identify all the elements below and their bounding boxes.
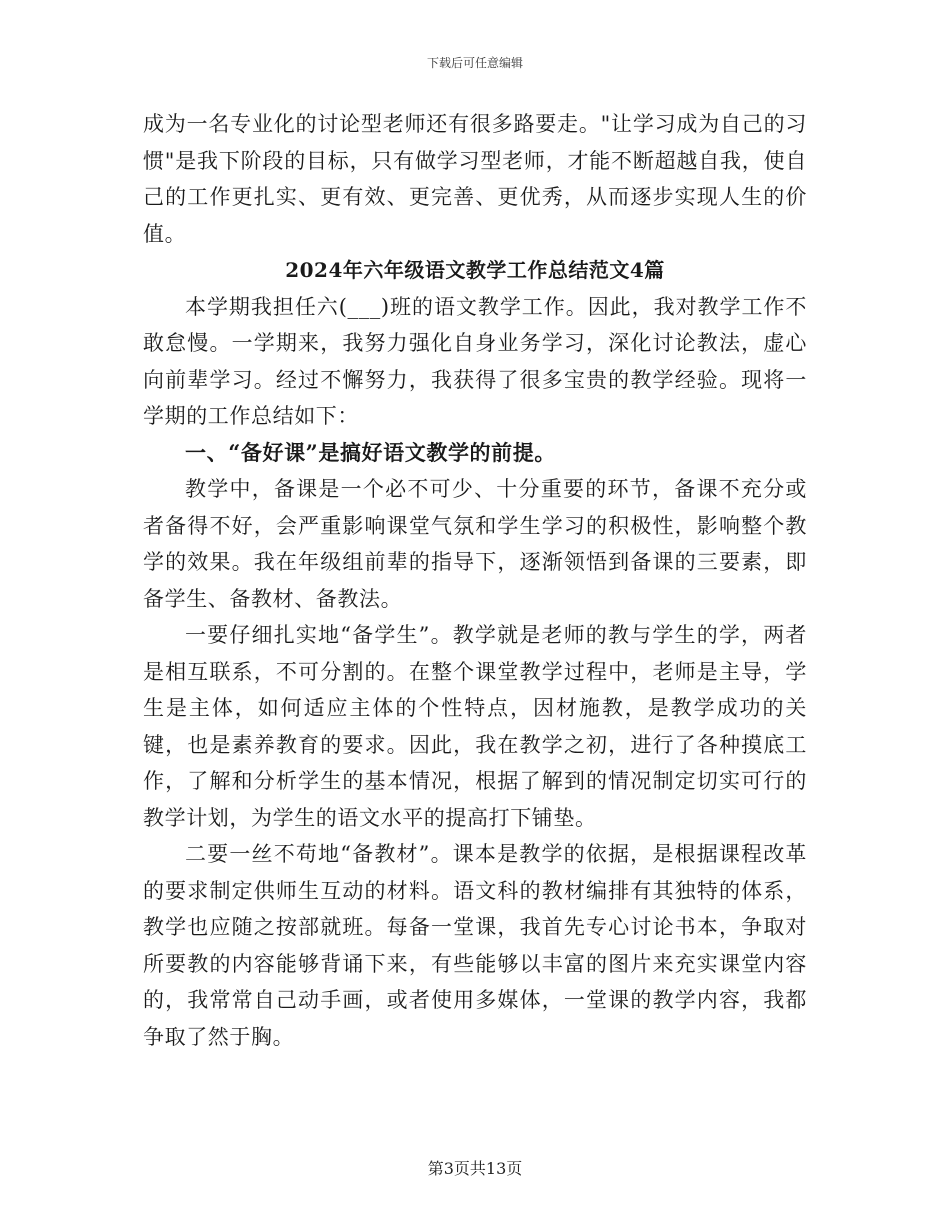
section-heading: 一、“备好课”是搞好语文教学的前提。: [185, 439, 556, 465]
paragraph-4: 二要一丝不苟地“备教材”。课本是教学的依据，是根据课程改革的要求制定供师生互动的材料。语文科的教材编排有其独特的体系，教学也应随之按部就班。每备一堂课，我首先专心讨论书本，争取对所要教的内容能够背诵下来，有些能够以丰富的图片来充实课堂内容的，我常常自己动手画，或者使用多媒体，一堂课的教学内容，我都争取了然于胸。: [143, 842, 807, 1049]
paragraph-3: 一要仔细扎实地“备学生”。教学就是老师的教与学生的学，两者是相互联系，不可分割的。在整个课堂教学过程中，老师是主导，学生是主体，如何适应主体的个性特点，因材施教，是教学成功的关键，也是素养教育的要求。因此，我在教学之初，进行了各种摸底工作，了解和分析学生的基本情况，根据了解到的情况制定切实可行的教学计划，为学生的语文水平的提高打下铺垫。: [143, 623, 807, 830]
page-header: 下载后可任意编辑: [426, 56, 523, 70]
intro-paragraph: 成为一名专业化的讨论型老师还有很多路要走。"让学习成为自己的习惯"是我下阶段的目标，只有做学习型老师，才能不断超越自我，使自己的工作更扎实、更有效、更完善、更优秀，从而逐步实现人生的价值。: [143, 112, 807, 246]
document-title: 2024年六年级语文教学工作总结范文4篇: [285, 258, 665, 282]
page-footer: 第3页共13页: [427, 1159, 523, 1178]
document-body: [143, 106, 807, 1055]
paragraph-2: 教学中，备课是一个必不可少、十分重要的环节，备课不充分或者备得不好，会严重影响课堂气氛和学生学习的积极性，影响整个教学的效果。我在年级组前辈的指导下，逐渐领悟到备课的三要素，即备学生、备教材、备教法。: [143, 477, 807, 611]
paragraph-1: 本学期我担任六(___)班的语文教学工作。因此，我对教学工作不敢怠慢。一学期来，我努力强化自身业务学习，深化讨论教法，虚心向前辈学习。经过不懈努力，我获得了很多宝贵的教学经验。现将一学期的工作总结如下：: [143, 294, 807, 428]
